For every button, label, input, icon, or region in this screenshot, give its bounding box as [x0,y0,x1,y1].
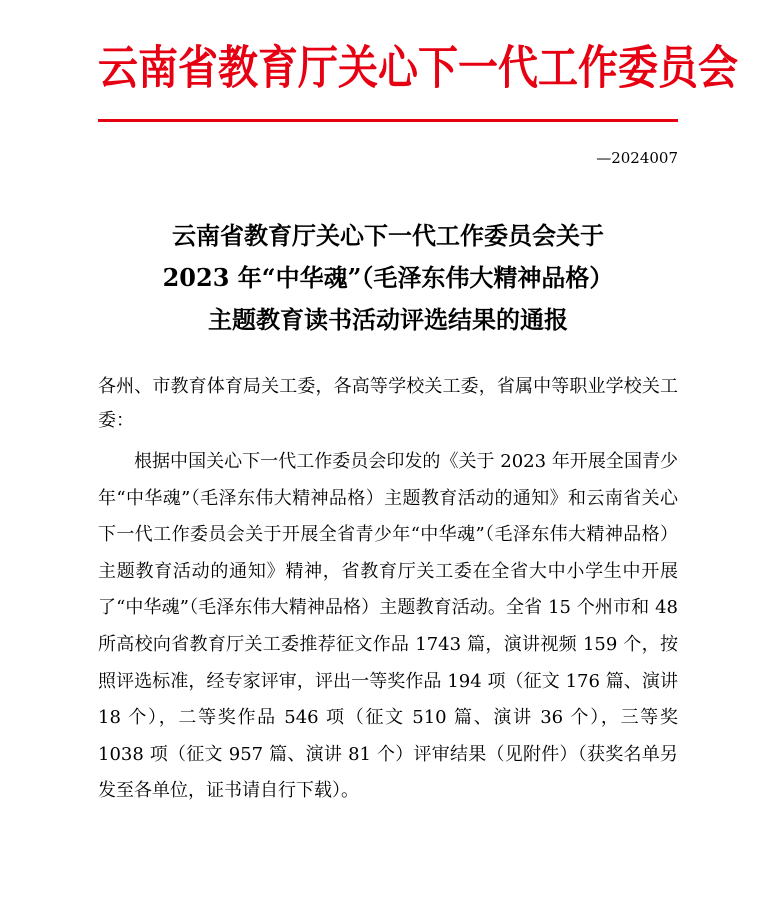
document-title [98,215,678,341]
masthead-org-name: 云南省教育厅关心下一代工作委员会 [98,40,738,95]
title-line-1: 云南省教育厅关心下一代工作委员会关于 [172,221,604,250]
masthead-red-rule [98,119,678,122]
title-line-3: 主题教育读书活动评选结果的通报 [208,305,568,334]
title-line-2: 2023 年“中华魂”（毛泽东伟大精神品格） [162,263,614,292]
body-paragraph: 根据中国关心下一代工作委员会印发的《关于 2023 年开展全国青少年“中华魂”（毛泽东伟大精神品格）主题教育活动的通知》和云南省关心下一代工作委员会关于开展全省青少年“中华魂”（毛泽东伟大精神品格）主题教育活动的通知》精神，省教育厅关工委在全省大中小学生中开展了“中华魂”（毛泽东伟大精神品格）主题教育活动。全省 15 个州市和 48 所高校向省教育厅关工委推荐征文作品 1743 篇，演讲视频 159 个，按照评选标准，经专家评审，评出一等奖作品 194 项（征文 176 篇、演讲 18 个），二等奖作品 546 项（征文 510 篇、演讲 36 个），三等奖 1038 项（征文 957 篇、演讲 81 个）评审结果（见附件）（获奖名单另发至各单位，证书请自行下载）。 [98,451,678,802]
document-number: —2024007 [596,149,678,167]
salutation: 各州、市教育体育局关工委，各高等学校关工委，省属中等职业学校关工委： [98,376,678,431]
